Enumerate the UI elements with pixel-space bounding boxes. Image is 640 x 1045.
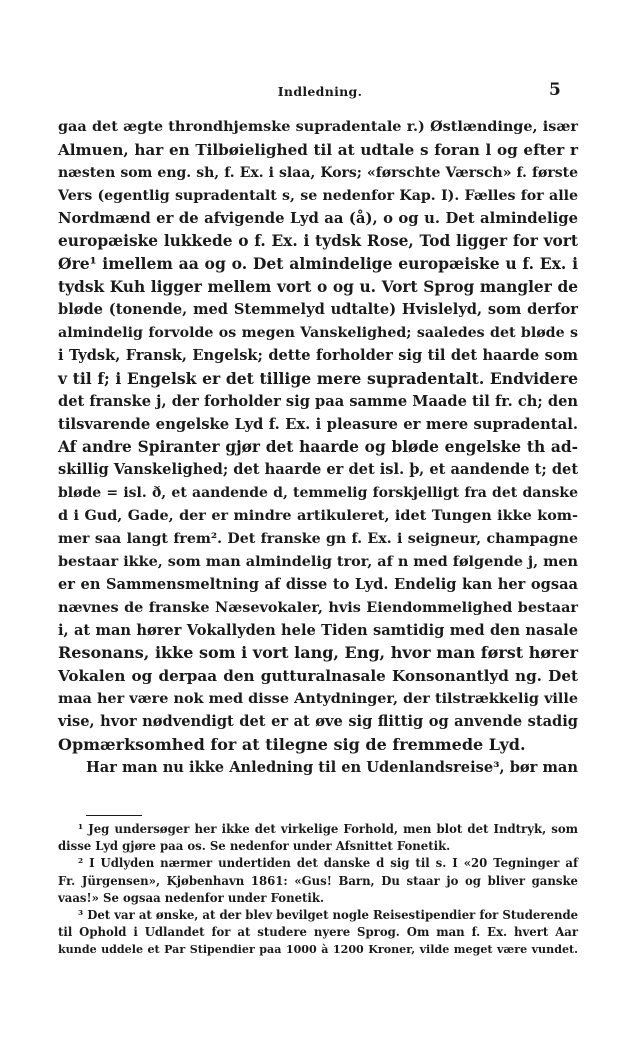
footnote-line: ² I Udlyden nærmer undertiden det danske d sig til s. I «20 Tegninger af: [78, 856, 578, 871]
text-line: i Tydsk, Fransk, Engelsk; dette forholder sig til det haarde som: [58, 346, 578, 364]
text-line: vise, hvor nødvendigt det er at øve sig flittig og anvende stadig: [58, 713, 578, 731]
running-header: Indledning.: [277, 84, 363, 99]
text-line: skillig Vanskelighed; det haarde er det isl. þ, et aandende t; det: [58, 461, 579, 479]
text-line: bløde (tonende, med Stemmelyd udtalte) Hvislelyd, som derfor: [58, 301, 578, 319]
footnote-line: Fr. Jürgensen», Kjøbenhavn 1861: «Gus! Barn, Du staar jo og bliver ganske: [58, 873, 578, 888]
text-line: er en Sammensmeltning af disse to Lyd. Endelig kan her ogsaa: [58, 575, 578, 593]
text-line: maa her være nok med disse Antydninger, der tilstrækkelig ville: [58, 690, 578, 708]
text-line: Almuen, har en Tilbøielighed til at udtale s foran l og efter r: [58, 140, 578, 159]
text-line: Har man nu ikke Anledning til en Udenlandsreise³, bør man: [86, 758, 578, 776]
text-line: almindelig forvolde os megen Vanskelighed; saaledes det bløde s: [58, 325, 578, 342]
footnote-line: vaas!» Se ogsaa nedenfor under Fonetik.: [58, 890, 325, 905]
text-line: Vokalen og derpaa den gutturalnasale Konsonantlyd ng. Det: [58, 667, 578, 686]
text-line: tilsvarende engelske Lyd f. Ex. i pleasure er mere supradental.: [58, 415, 578, 433]
footnote-divider: [86, 815, 142, 816]
text-line: Af andre Spiranter gjør det haarde og bløde engelske th ad-: [58, 438, 578, 457]
text-line: Nordmænd er de afvigende Lyd aa (å), o og u. Det almindelige: [58, 209, 578, 227]
footnote-line: til Ophold i Udlandet for at studere nyere Sprog. Om man f. Ex. hvert Aar: [58, 925, 578, 940]
text-line: i, at man hører Vokallyden hele Tiden samtidig med den nasale: [58, 621, 578, 639]
page-number: 5: [549, 80, 561, 100]
text-line: Øre¹ imellem aa og o. Det almindelige europæiske u f. Ex. i: [58, 254, 578, 274]
text-line: næsten som eng. sh, f. Ex. i slaa, Kors; «førschte Værsch» f. første: [58, 164, 578, 181]
text-line: nævnes de franske Næsevokaler, hvis Eiendommelighed bestaar: [58, 598, 578, 616]
text-line: Opmærksomhed for at tilegne sig de fremmede Lyd.: [58, 735, 526, 755]
text-line: bløde = isl. ð, et aandende d, temmelig forskjelligt fra det danske: [58, 485, 578, 502]
text-line: d i Gud, Gade, der er mindre artikuleret, idet Tungen ikke kom-: [58, 507, 578, 525]
text-line: Resonans, ikke som i vort lang, Eng, hvor man først hører: [58, 643, 579, 663]
footnote-line: ³ Det var at ønske, at der blev bevilget nogle Reisestipendier for Studerende: [78, 907, 579, 922]
text-line: tydsk Kuh ligger mellem vort o og u. Vort Sprog mangler de: [58, 278, 578, 297]
text-line: mer saa langt frem². Det franske gn f. Ex. i seigneur, champagne: [58, 531, 578, 548]
main-text: [58, 116, 578, 780]
text-line: europæiske lukkede o f. Ex. i tydsk Rose, Tod ligger for vort: [58, 232, 578, 251]
footnotes: [58, 821, 578, 959]
text-line: bestaar ikke, som man almindelig tror, af n med følgende j, men: [58, 552, 578, 570]
text-line: v til f; i Engelsk er det tillige mere supradentalt. Endvidere: [58, 368, 578, 388]
footnote-line: disse Lyd gjøre paa os. Se nedenfor under Afsnittet Fonetik.: [58, 839, 451, 854]
footnote-line: ¹ Jeg undersøger her ikke det virkelige Forhold, men blot det Indtryk, som: [78, 822, 578, 836]
text-line: det franske j, der forholder sig paa samme Maade til fr. ch; den: [58, 392, 578, 410]
text-line: gaa det ægte throndhjemske supradentale r.) Østlændinge, især: [58, 118, 578, 135]
footnote-line: kunde uddele et Par Stipendier paa 1000 à 1200 Kroner, vilde meget være vundet.: [58, 943, 578, 957]
text-line: Vers (egentlig supradentalt s, se nedenfor Kap. I). Fælles for alle: [58, 187, 578, 204]
